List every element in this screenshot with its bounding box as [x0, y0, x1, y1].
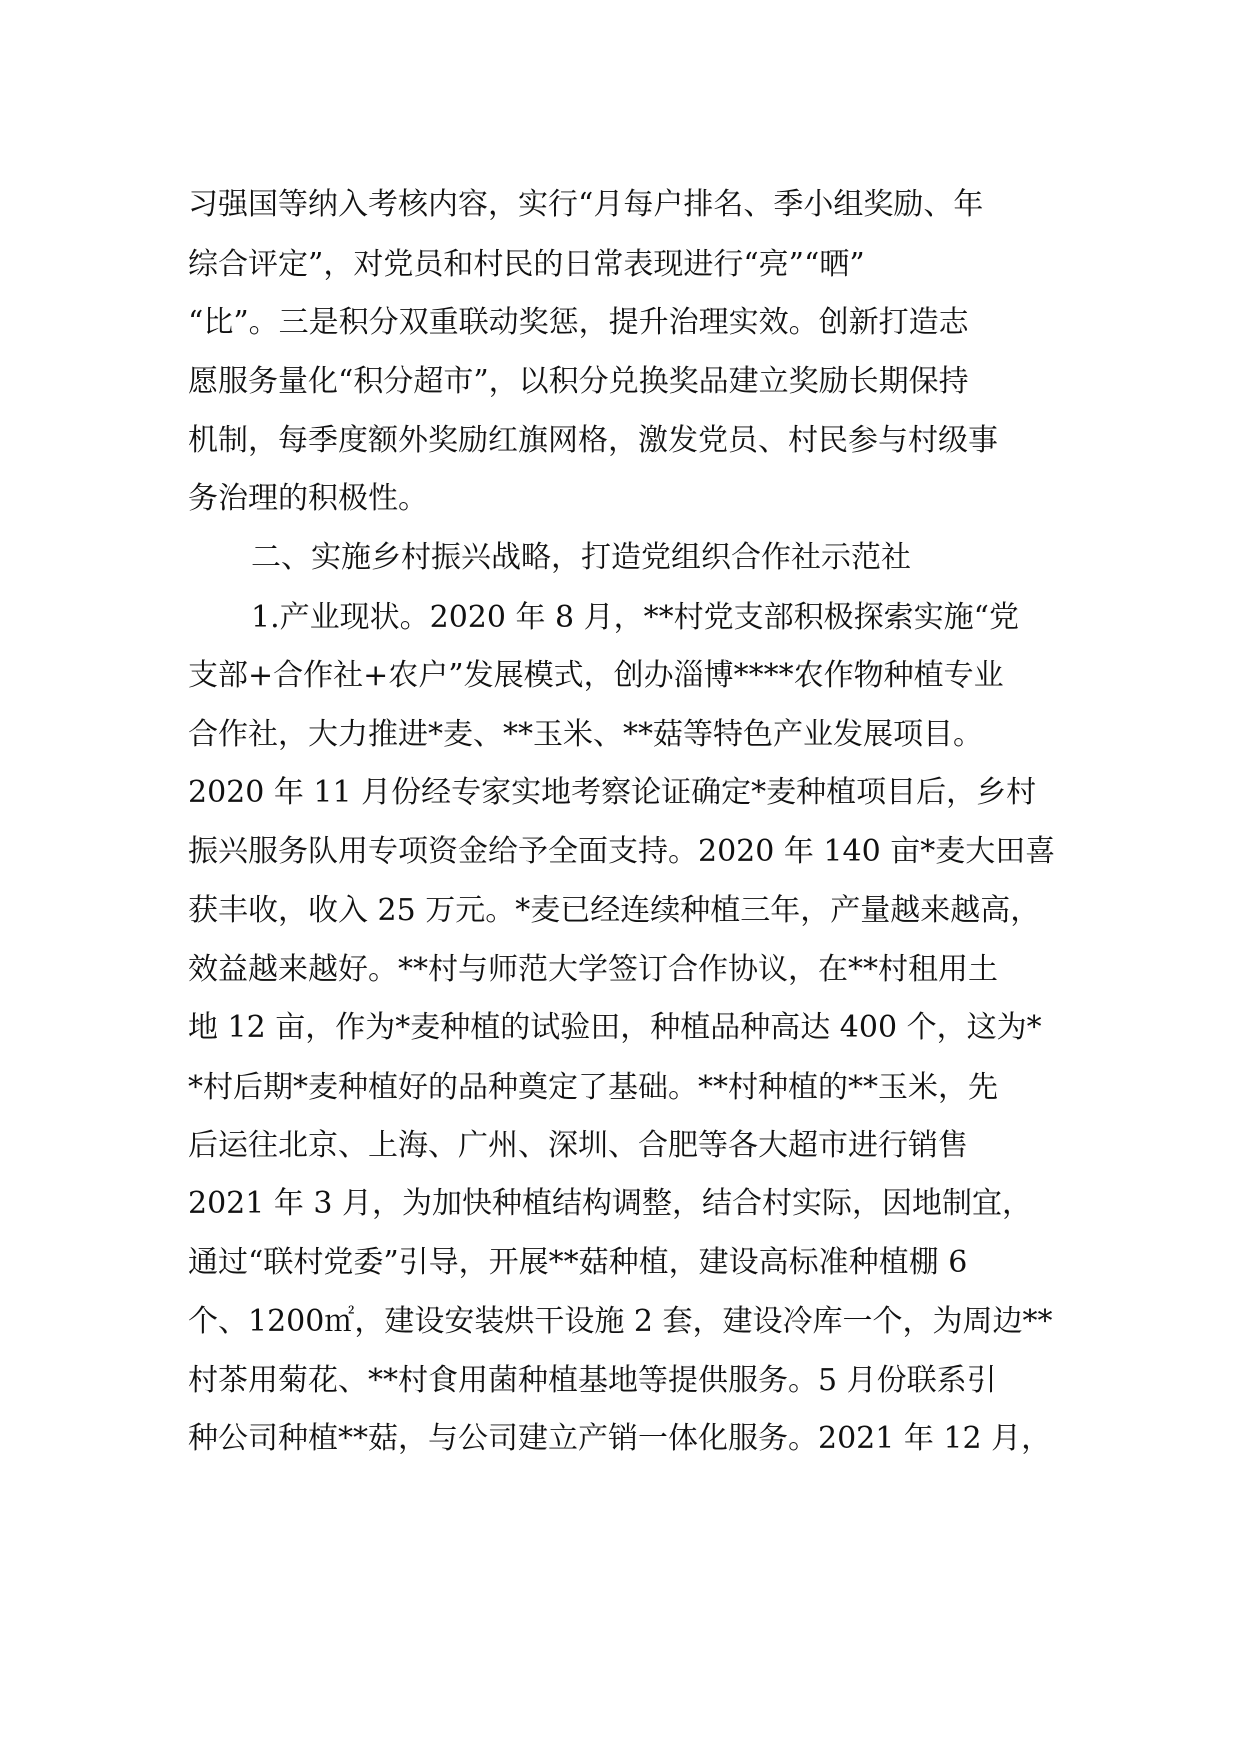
- text-line: 愿服务量化“积分超市”，以积分兑换奖品建立奖励长期保持: [188, 364, 969, 399]
- text-line: 习强国等纳入考核内容，实行“月每户排名、季小组奖励、年: [188, 187, 984, 222]
- text-line: 2021 年 3 月，为加快种植结构调整，结合村实际，因地制宜，: [188, 1186, 1033, 1221]
- text-line: 村茶用菊花、**村食用菌种植基地等提供服务。5 月份联系引: [188, 1363, 997, 1398]
- text-line: 2020 年 11 月份经专家实地考察论证确定*麦种植项目后，乡村: [188, 775, 1037, 810]
- text-line: 地 12 亩，作为*麦种植的试验田，种植品种高达 400 个，这为*: [188, 1010, 1042, 1045]
- text-line: *村后期*麦种植好的品种奠定了基础。**村种植的**玉米，先: [188, 1070, 998, 1105]
- section-heading: 二、实施乡村振兴战略，打造党组织合作社示范社: [251, 540, 911, 575]
- text-line: 后运往北京、上海、广州、深圳、合肥等各大超市进行销售: [188, 1128, 968, 1163]
- text-line: 支部+合作社+农户”发展模式，创办淄博****农作物种植专业: [188, 658, 1004, 693]
- text-line: 种公司种植**菇，与公司建立产销一体化服务。2021 年 12 月，: [188, 1421, 1052, 1456]
- text-line: 合作社，大力推进*麦、**玉米、**菇等特色产业发展项目。: [188, 717, 983, 752]
- text-line: 振兴服务队用专项资金给予全面支持。2020 年 140 亩*麦大田喜: [188, 834, 1056, 869]
- text-line: 效益越来越好。**村与师范大学签订合作协议，在**村租用土: [188, 952, 998, 987]
- text-line: 个、1200㎡，建设安装烘干设施 2 套，建设冷库一个，为周边**: [188, 1304, 1053, 1339]
- text-line: 机制，每季度额外奖励红旗网格，激发党员、村民参与村级事: [188, 423, 998, 458]
- text-line: 1.产业现状。2020 年 8 月，**村党支部积极探索实施“党: [251, 600, 1020, 635]
- text-line: 获丰收，收入 25 万元。*麦已经连续种植三年，产量越来越高，: [188, 893, 1041, 928]
- text-line: 务治理的积极性。: [188, 481, 428, 516]
- text-line: 综合评定”，对党员和村民的日常表现进行“亮”“晒”: [188, 247, 865, 282]
- text-line: “比”。三是积分双重联动奖惩，提升治理实效。创新打造志: [188, 305, 969, 340]
- text-line: 通过“联村党委”引导，开展**菇种植，建设高标准种植棚 6: [188, 1245, 968, 1280]
